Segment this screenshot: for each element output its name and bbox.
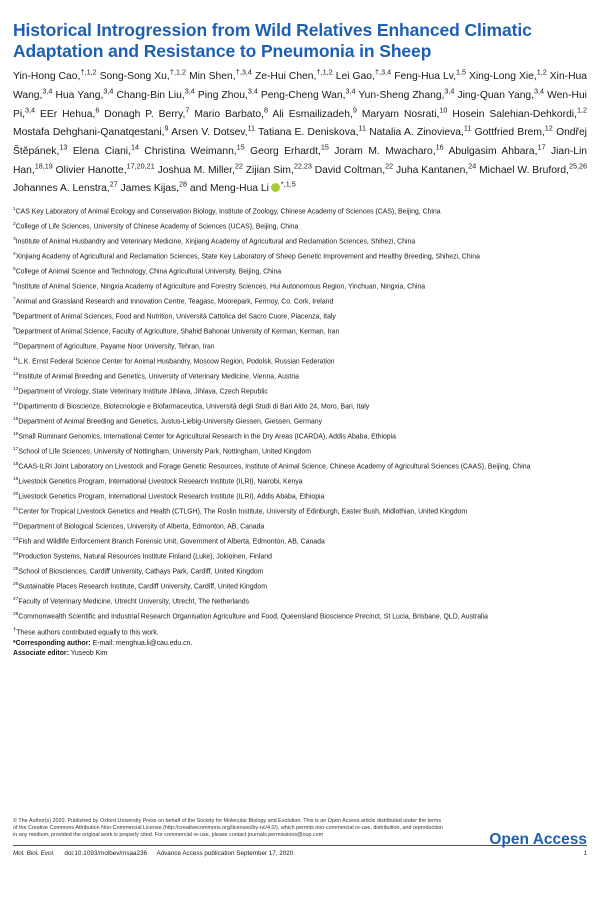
- author-name: Arsen V. Dotsev,: [171, 127, 248, 139]
- affiliation-text: College of Animal Science and Technology, China Agricultural University, Beijing, China: [15, 268, 282, 276]
- author: [13, 179, 118, 195]
- author-affiliation-marks: 11: [463, 123, 472, 133]
- affiliation-number: 10: [13, 342, 19, 348]
- affiliation: [13, 250, 587, 262]
- affiliation: [13, 340, 587, 352]
- affiliation-number: 23: [13, 537, 19, 543]
- author-affiliation-marks: †,1,2: [169, 68, 187, 77]
- author: [314, 161, 394, 176]
- affiliation-number: 5: [13, 267, 16, 273]
- affiliation-text: Fish and Wildlife Enforcement Branch Forensic Unit, Government of Alberta, Edmonton, AB, Canada: [18, 538, 325, 546]
- author-affiliation-marks: 7: [185, 105, 190, 115]
- author-affiliation-marks: 17,20,21: [126, 161, 155, 171]
- affiliation: [13, 385, 587, 397]
- affiliation-text: Faculty of Veterinary Medicine, Utrecht University, Utrecht, The Netherlands: [18, 598, 250, 606]
- author-affiliation-marks: 22: [234, 161, 243, 171]
- author-footnotes: [13, 625, 587, 658]
- author-name: Zijian Sim,: [245, 164, 294, 176]
- author-name: David Coltman,: [314, 164, 386, 176]
- article-title: Historical Introgression from Wild Relatives Enhanced Climatic Adaptation and Resistance to Pneumonia in Sheep: [13, 20, 532, 61]
- affiliation: [13, 310, 587, 322]
- author: [72, 142, 139, 157]
- author-name: Xin-Hua Wang,: [13, 71, 587, 102]
- author-affiliation-marks: 11: [247, 123, 256, 133]
- author: [358, 86, 455, 102]
- author-affiliation-marks: 9: [164, 123, 169, 133]
- affiliation-text: Xinjiang Academy of Agricultural and Reclamation Sciences, State Key Laboratory of Sheep Genetic Improvement and Healthy Breeding, Shihezi, China: [15, 253, 480, 261]
- author-name: Ali Esmailizadeh,: [272, 108, 353, 120]
- affiliation-number: 6: [13, 282, 16, 288]
- author-affiliation-marks: 3,4: [444, 86, 455, 96]
- author-affiliation-marks: 3,4: [534, 86, 545, 96]
- affiliation: [13, 280, 587, 292]
- author-name: James Kijas,: [120, 183, 180, 195]
- author-affiliation-marks: 9: [352, 105, 357, 115]
- author-name: Hua Yang,: [55, 90, 104, 102]
- affiliation-text: Institute of Animal Breeding and Genetics, University of Veterinary Medicine, Vienna, Austria: [18, 373, 299, 381]
- corresponding-author-note: *Corresponding author: E-mail: menghua.li@cau.edu.cn.: [13, 639, 193, 647]
- license-notice: © The Author(s) 2020. Published by Oxford University Press on behalf of the Society for Molecular Biology and Evolution. This is an Open Access article distributed under the terms of the Creative Commons Attribution Non-Commercial License (http://creativecommons.org/licenses/by-nc/4.0/), which permits non-commercial re-use, distribution, and reproduction in any medium, provided the original work is properly cited. For commercial re-use, please contact journals.permissions@oup.com: [13, 818, 443, 838]
- author-affiliation-marks: 12: [544, 123, 553, 133]
- author-name: Mostafa Dehghani-Qanatqestani,: [13, 127, 165, 139]
- open-access-badge: Open Access: [489, 831, 587, 848]
- affiliation-text: Small Ruminant Genomics, International Center for Agricultural Research in the Dry Areas (ICARDA), Addis Ababa, Ethiopia: [18, 433, 397, 441]
- affiliation-number: 4: [13, 252, 16, 258]
- author-affiliation-marks: 3,4: [42, 86, 53, 96]
- author-affiliation-marks: 1,2: [576, 105, 587, 115]
- affiliation: [13, 580, 587, 592]
- author: [452, 105, 587, 120]
- author: [157, 161, 243, 176]
- affiliation-number: 15: [13, 417, 19, 423]
- orcid-icon[interactable]: [271, 183, 280, 192]
- author-name: Joram M. Mwacharo,: [334, 145, 436, 157]
- author: [448, 142, 546, 157]
- author-affiliation-marks: 13: [59, 142, 68, 152]
- author: [171, 123, 256, 139]
- author: [144, 142, 245, 157]
- author-affiliation-marks: †,3,4: [235, 68, 252, 77]
- affiliation-text: School of Life Sciences, University of Nottingham, University Park, Nottingham, United Kingdom: [18, 448, 311, 456]
- author-affiliation-marks: †,1,2: [316, 68, 333, 77]
- author-affiliation-marks: 22,23: [293, 161, 312, 171]
- affiliation: [13, 220, 587, 232]
- author-name: Song-Song Xu,: [99, 71, 170, 83]
- affiliation-text: College of Life Sciences, University of Chinese Academy of Sciences (UCAS), Beijing, China: [15, 223, 299, 231]
- affiliation-number: 19: [13, 477, 19, 483]
- affiliation: [13, 205, 587, 217]
- author: [189, 68, 252, 83]
- author-name: Ondřej Štěpánek,: [13, 127, 587, 157]
- author-affiliation-marks: 6: [95, 105, 100, 115]
- affiliation: [13, 400, 587, 412]
- author-name: Johannes A. Lenstra,: [13, 183, 110, 195]
- author-name: Christina Weimann,: [144, 145, 237, 157]
- author-name: Joshua M. Miller,: [157, 164, 235, 176]
- author-affiliation-marks: 3,4: [345, 86, 356, 96]
- affiliation: [13, 295, 587, 307]
- author: [40, 105, 100, 120]
- author-name: Xing-Long Xie,: [469, 71, 537, 83]
- author: [394, 68, 466, 83]
- affiliation-number: 28: [13, 612, 19, 618]
- affiliation-text: Dipartimento di Bioscienze, Biotecnologie e Biofarmaceutica, Università degli Studi di Bari Aldo 24, Moro, Bari, Italy: [18, 403, 370, 411]
- affiliation-text: Department of Animal Science, Faculty of Agriculture, Shahid Bahonar University of Kerman, Kerman, Iran: [15, 328, 340, 336]
- author-name: Elena Ciani,: [72, 145, 131, 157]
- affiliation-text: Department of Animal Sciences, Food and Nutrition, Università Cattolica del Sacro Cuore, Piacenza, Italy: [15, 313, 336, 321]
- author-affiliation-marks: 17: [537, 142, 546, 152]
- author-affiliation-marks: 1,5: [455, 68, 466, 77]
- affiliation-number: 13: [13, 387, 19, 393]
- author-list: [13, 66, 587, 196]
- affiliation-number: 16: [13, 432, 19, 438]
- page-footer: [13, 850, 587, 860]
- author: [245, 161, 312, 176]
- affiliation: [13, 415, 587, 427]
- author-affiliation-marks: 3,4: [247, 86, 258, 96]
- affiliation-text: Institute of Animal Science, Ningxia Academy of Agriculture and Forestry Sciences, Hui Autonomous Region, Yinchuan, Ningxia, China: [15, 283, 426, 291]
- affiliation-number: 2: [13, 222, 16, 228]
- affiliation-number: 12: [13, 372, 19, 378]
- author-affiliation-marks: 27: [109, 179, 118, 189]
- author-name: Gottfried Brem,: [474, 127, 545, 139]
- author: [361, 105, 448, 120]
- author-affiliation-marks: 1,2: [536, 68, 547, 77]
- affiliation-number: 9: [13, 327, 16, 333]
- author: [469, 68, 547, 83]
- affiliation-text: Animal and Grassland Research and Innovation Centre, Teagasc, Moorepark, Fermoy, Co. Cork, Ireland: [15, 298, 334, 306]
- author-name: and Meng-Hua Li: [189, 183, 269, 195]
- author-name: Michael W. Bruford,: [479, 164, 569, 176]
- author-affiliation-marks: 8: [263, 105, 268, 115]
- author: [479, 161, 587, 176]
- author-name: EEr Hehua,: [40, 108, 96, 120]
- author: [396, 161, 477, 176]
- affiliation-number: 24: [13, 552, 19, 558]
- affiliation-text: Department of Virology, State Veterinary Institute Jihlava, Jihlava, Czech Republic: [18, 388, 268, 396]
- author-name: Mario Barbato,: [194, 108, 264, 120]
- page-number: 1: [583, 850, 587, 857]
- affiliation-number: 14: [13, 402, 19, 408]
- author-affiliation-marks: 10: [439, 105, 448, 115]
- affiliation: [13, 610, 587, 622]
- author-name: Juha Kantanen,: [396, 164, 469, 176]
- affiliation-number: 25: [13, 567, 19, 573]
- affiliation-number: 1: [13, 207, 16, 213]
- affiliation: [13, 595, 587, 607]
- affiliation-number: 27: [13, 597, 19, 603]
- affiliation-number: 17: [13, 447, 19, 453]
- affiliation-text: CAAS-ILRI Joint Laboratory on Livestock and Forage Genetic Resources, Institute of Animal Science, Chinese Academy of Agricultural Sciences (CAAS), Beijing, China: [18, 463, 531, 471]
- affiliation-number: 26: [13, 582, 19, 588]
- affiliation: [13, 490, 587, 502]
- author: [104, 105, 190, 120]
- affiliation-number: 18: [13, 462, 19, 468]
- author-name: Tatiana E. Deniskova,: [258, 127, 359, 139]
- affiliation-text: Sustainable Places Research Institute, Cardiff University, Cardiff, United Kingdom: [18, 583, 267, 591]
- author-name: Chang-Bin Liu,: [116, 90, 185, 102]
- author-name: Lei Gao,: [335, 71, 375, 83]
- affiliation-text: Department of Biological Sciences, University of Alberta, Edmonton, AB, Canada: [18, 523, 265, 531]
- author-affiliation-marks: 15: [320, 142, 329, 152]
- corresponding-email[interactable]: E-mail: menghua.li@cau.edu.cn.: [92, 639, 193, 647]
- affiliation: [13, 550, 587, 562]
- affiliation-text: Livestock Genetics Program, International Livestock Research Institute (ILRI), Addis Ababa, Ethiopia: [18, 493, 325, 501]
- affiliation: [13, 265, 587, 277]
- affiliation-text: Commonwealth Scientific and Industrial Research Organisation Agriculture and Food, Queensland Bioscience Precinct, St Lucia, Brisbane, QLD, Australia: [18, 613, 488, 621]
- journal-name: Mol. Biol. Evol.: [13, 850, 55, 857]
- author-name: Ze-Hui Chen,: [254, 71, 317, 83]
- affiliation-text: Department of Agriculture, Payame Noor University, Tehran, Iran: [18, 343, 215, 351]
- affiliation-text: L.K. Ernst Federal Science Center for Animal Husbandry, Moscow Region, Podolsk, Russian Federation: [18, 358, 335, 366]
- author: [116, 86, 195, 102]
- affiliation: [13, 535, 587, 547]
- author-name: Ping Zhou,: [197, 90, 248, 102]
- affiliation-text: Center for Tropical Livestock Genetics and Health (CTLGH), The Roslin Institute, University of Edinburgh, Easter Bush, Midlothian, United Kingdom: [18, 508, 468, 516]
- author: [55, 161, 155, 176]
- author-name: Maryam Nosrati,: [361, 108, 440, 120]
- affiliation: [13, 475, 587, 487]
- affiliation-number: 22: [13, 522, 19, 528]
- author-name: Feng-Hua Lv,: [394, 71, 456, 83]
- author-name: Yun-Sheng Zhang,: [358, 90, 445, 102]
- author: [254, 68, 333, 83]
- affiliation-list: [13, 205, 587, 622]
- author-name: Natalia A. Zinovieva,: [369, 127, 464, 139]
- affiliation: [13, 505, 587, 517]
- author-name: Olivier Hanotte,: [55, 164, 127, 176]
- author-name: Donagh P. Berry,: [104, 108, 186, 120]
- author: [194, 105, 268, 120]
- affiliation: [13, 235, 587, 247]
- author: [197, 86, 258, 102]
- affiliation-number: 7: [13, 297, 16, 303]
- affiliation-text: CAS Key Laboratory of Animal Ecology and Conservation Biology, Institute of Zoology, Chinese Academy of Sciences (CAS), Beijing, China: [15, 208, 441, 216]
- affiliation: [13, 325, 587, 337]
- affiliation: [13, 370, 587, 382]
- article-first-page: [13, 20, 587, 659]
- author: [13, 68, 97, 83]
- author-affiliation-marks: 15: [236, 142, 245, 152]
- author: [334, 142, 444, 157]
- author-name: Jing-Quan Yang,: [457, 90, 535, 102]
- affiliation: [13, 430, 587, 442]
- author-affiliation-marks: 22: [385, 161, 394, 171]
- author-name: Georg Erhardt,: [250, 145, 321, 157]
- author: [189, 179, 296, 195]
- author: [250, 142, 329, 157]
- affiliation-text: Livestock Genetics Program, International Livestock Research Institute (ILRI), Nairobi, Kenya: [18, 478, 303, 486]
- author: [13, 123, 169, 139]
- affiliation: [13, 445, 587, 457]
- page-bottom: [13, 818, 587, 860]
- affiliation-number: 11: [13, 357, 19, 363]
- affiliation-number: 8: [13, 312, 16, 318]
- associate-editor-note: Associate editor: Yuseob Kim: [13, 649, 108, 657]
- author-affiliation-marks: 18,19: [34, 161, 53, 171]
- affiliation-text: School of Biosciences, Cardiff University, Cathays Park, Cardiff, United Kingdom: [18, 568, 264, 576]
- author-name: Min Shen,: [189, 71, 236, 83]
- affiliation: [13, 460, 587, 472]
- author: [369, 123, 472, 139]
- author-name: Yin-Hong Cao,: [13, 71, 81, 83]
- author-name: Abulgasim Ahbara,: [448, 145, 538, 157]
- author: [99, 68, 187, 83]
- affiliation: [13, 520, 587, 532]
- author-affiliation-marks: 11: [358, 123, 366, 133]
- author: [120, 179, 188, 195]
- author-name: Wen-Hui Pi,: [13, 90, 587, 120]
- author: [457, 86, 545, 102]
- author: [55, 86, 114, 102]
- equal-contribution-note: †These authors contributed equally to this work.: [13, 627, 159, 637]
- author: [474, 123, 553, 139]
- author-affiliation-marks: 28: [179, 179, 188, 189]
- author: [272, 105, 357, 120]
- affiliation: [13, 565, 587, 577]
- author-affiliation-marks: 24: [468, 161, 477, 171]
- affiliation-number: 3: [13, 237, 16, 243]
- author: [260, 86, 356, 102]
- author-affiliation-marks: *,1,5: [280, 179, 296, 189]
- author-name: Hosein Salehian-Dehkordi,: [452, 108, 577, 120]
- doi[interactable]: doi:10.1093/molbev/msaa236: [64, 850, 148, 857]
- affiliation: [13, 355, 587, 367]
- author-affiliation-marks: 3,4: [103, 86, 114, 96]
- affiliation-text: Production Systems, Natural Resources Institute Finland (Luke), Jokioinen, Finland: [18, 553, 272, 561]
- publication-date: Advance Access publication September 17, 2020: [156, 850, 294, 857]
- author: [335, 68, 392, 83]
- author-affiliation-marks: 3,4: [184, 86, 195, 96]
- author-name: Jian-Lin Han,: [13, 145, 587, 176]
- author-affiliation-marks: 25,26: [568, 161, 587, 171]
- affiliation-text: Institute of Animal Husbandry and Veterinary Medicine, Xinjiang Academy of Agricultural and Reclamation Sciences, Shihezi, China: [15, 238, 416, 246]
- author-affiliation-marks: †,3,4: [374, 68, 392, 77]
- affiliation-text: Department of Animal Breeding and Genetics, Justus-Liebig-University Giessen, Giessen, Germany: [18, 418, 323, 426]
- affiliation-number: 21: [13, 507, 19, 513]
- author-affiliation-marks: †,1,2: [80, 68, 97, 77]
- author-affiliation-marks: 3,4: [25, 105, 36, 115]
- affiliation-number: 20: [13, 492, 19, 498]
- author-name: Peng-Cheng Wan,: [260, 90, 346, 102]
- author-affiliation-marks: 14: [130, 142, 139, 152]
- author-affiliation-marks: 16: [435, 142, 444, 152]
- author: [258, 123, 366, 139]
